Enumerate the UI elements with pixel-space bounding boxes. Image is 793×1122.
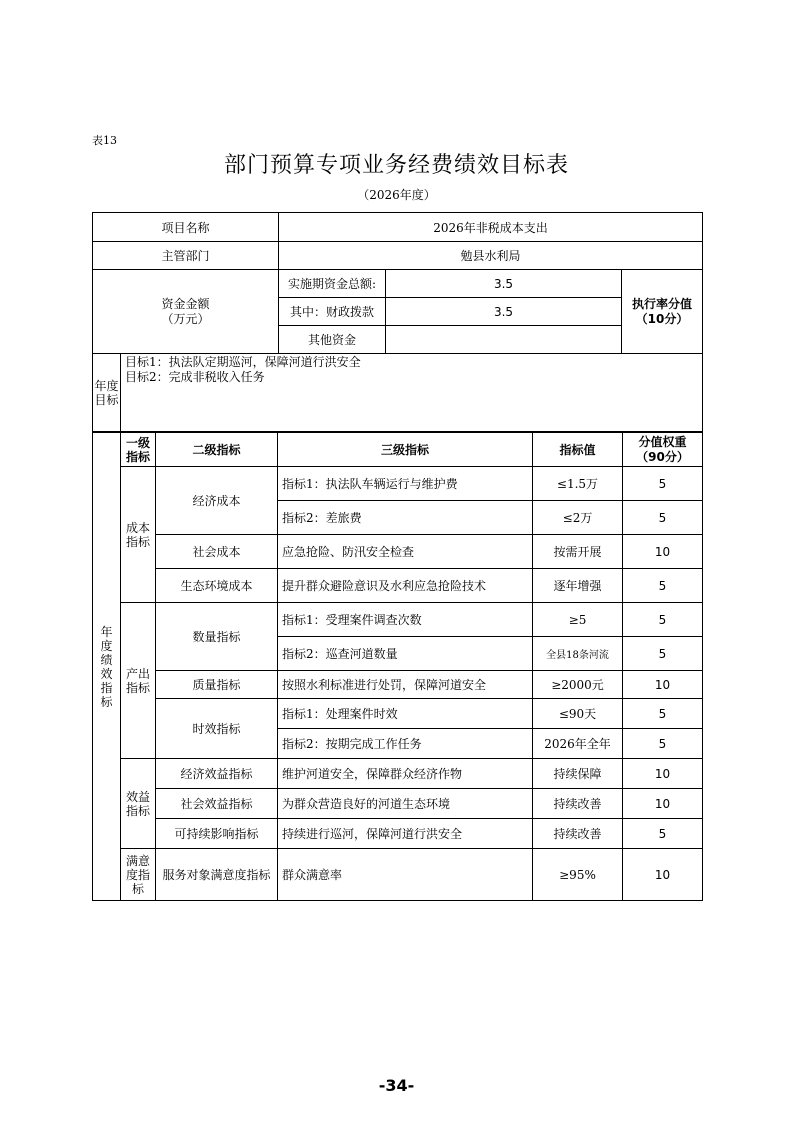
level2-cell: 数量指标 [156, 603, 278, 671]
value-cell: 2026年全年 [533, 729, 623, 759]
level3-cell: 指标1：处理案件时效 [278, 699, 533, 729]
project-row [93, 213, 703, 242]
level3-cell: 提升群众避险意识及水利应急抢险技术 [278, 569, 533, 603]
level2-cell: 经济成本 [156, 467, 278, 535]
weight-cell: 10 [623, 789, 703, 819]
annual-goal-line-2: 目标2：完成非税收入任务 [125, 370, 265, 384]
level3-cell: 指标1：受理案件调查次数 [278, 603, 533, 637]
table-row [93, 535, 703, 569]
level3-cell: 指标1：执法队车辆运行与维护费 [278, 467, 533, 501]
value-cell: 全县18条河流 [533, 637, 623, 671]
funds-label-line2: （万元） [161, 311, 210, 326]
header-level3: 三级指标 [278, 433, 533, 467]
project-value: 2026年非税成本支出 [279, 213, 703, 242]
weight-cell: 10 [623, 759, 703, 789]
table-row [93, 789, 703, 819]
annual-goal-row [93, 354, 703, 432]
header-table [92, 212, 703, 432]
table-row [93, 467, 703, 501]
funds-other-label: 其他资金 [279, 326, 386, 354]
level2-cell: 服务对象满意度指标 [156, 849, 278, 901]
weight-cell: 5 [623, 501, 703, 535]
funds-label [93, 270, 279, 354]
table-row [93, 671, 703, 699]
table-row [93, 569, 703, 603]
value-cell: 持续改善 [533, 789, 623, 819]
value-cell: ≥2000元 [533, 671, 623, 699]
level2-cell: 经济效益指标 [156, 759, 278, 789]
output-indicator-label: 产出指标 [121, 603, 156, 759]
value-cell: 按需开展 [533, 535, 623, 569]
level2-cell: 质量指标 [156, 671, 278, 699]
page-number: -34- [378, 1076, 415, 1095]
value-cell: ≤1.5万 [533, 467, 623, 501]
department-row [93, 242, 703, 270]
level3-cell: 应急抢险、防汛安全检查 [278, 535, 533, 569]
table-number: 表13 [92, 134, 117, 147]
weight-cell: 5 [623, 699, 703, 729]
header-value: 指标值 [533, 433, 623, 467]
level3-cell: 持续进行巡河，保障河道行洪安全 [278, 819, 533, 849]
weight-cell: 5 [623, 637, 703, 671]
indicators-table [92, 432, 703, 901]
table-row [93, 603, 703, 637]
table-row [93, 849, 703, 901]
funds-total-value: 3.5 [386, 270, 622, 298]
level2-cell: 时效指标 [156, 699, 278, 759]
value-cell: 持续保障 [533, 759, 623, 789]
funds-other-value [386, 326, 622, 354]
level3-cell: 按照水利标准进行处罚，保障河道安全 [278, 671, 533, 699]
weight-cell: 5 [623, 569, 703, 603]
annual-goal-label: 年度目标 [93, 354, 121, 432]
page-title: 部门预算专项业务经费绩效目标表 [223, 153, 569, 178]
funds-fiscal-value: 3.5 [386, 298, 622, 326]
funds-total-row [93, 270, 703, 298]
level2-cell: 社会效益指标 [156, 789, 278, 819]
value-cell: ≥5 [533, 603, 623, 637]
project-label: 项目名称 [93, 213, 279, 242]
value-cell: ≤90天 [533, 699, 623, 729]
weight-cell: 10 [623, 535, 703, 569]
annual-goal-line-1: 目标1：执法队定期巡河，保障河道行洪安全 [125, 355, 361, 369]
level3-cell: 指标2：巡查河道数量 [278, 637, 533, 671]
funds-total-label: 实施期资金总额: [279, 270, 386, 298]
benefit-indicator-label: 效益指标 [121, 759, 156, 849]
weight-cell: 5 [623, 729, 703, 759]
cost-indicator-label: 成本指标 [121, 467, 156, 603]
header-level1: 一级指标 [121, 433, 156, 467]
level3-cell: 指标2：差旅费 [278, 501, 533, 535]
satisfaction-indicator-label: 满意度指标 [121, 849, 156, 901]
level3-cell: 为群众营造良好的河道生态环境 [278, 789, 533, 819]
header-level2: 二级指标 [156, 433, 278, 467]
table-row [93, 819, 703, 849]
level2-cell: 生态环境成本 [156, 569, 278, 603]
weight-cell: 5 [623, 603, 703, 637]
weight-cell: 5 [623, 467, 703, 501]
funds-fiscal-label: 其中：财政拨款 [279, 298, 386, 326]
level2-cell: 可持续影响指标 [156, 819, 278, 849]
year-note: （2026年度） [357, 188, 436, 202]
level3-cell: 维护河道安全，保障群众经济作物 [278, 759, 533, 789]
weight-cell: 10 [623, 671, 703, 699]
indicators-header-row [93, 433, 703, 467]
funds-label-line1: 资金金额 [161, 296, 210, 311]
level2-cell: 社会成本 [156, 535, 278, 569]
execution-score-label: 执行率分值（10分） [622, 270, 703, 354]
table-row [93, 699, 703, 729]
value-cell: 逐年增强 [533, 569, 623, 603]
department-value: 勉县水利局 [279, 242, 703, 270]
department-label: 主管部门 [93, 242, 279, 270]
table-row [93, 759, 703, 789]
value-cell: ≥95% [533, 849, 623, 901]
value-cell: 持续改善 [533, 819, 623, 849]
weight-cell: 10 [623, 849, 703, 901]
level3-cell: 指标2：按期完成工作任务 [278, 729, 533, 759]
annual-goal-text [121, 354, 703, 432]
header-weight: 分值权重（90分） [623, 433, 703, 467]
level3-cell: 群众满意率 [278, 849, 533, 901]
weight-cell: 5 [623, 819, 703, 849]
annual-indicators-label: 年度绩效指标 [93, 433, 121, 901]
value-cell: ≤2万 [533, 501, 623, 535]
